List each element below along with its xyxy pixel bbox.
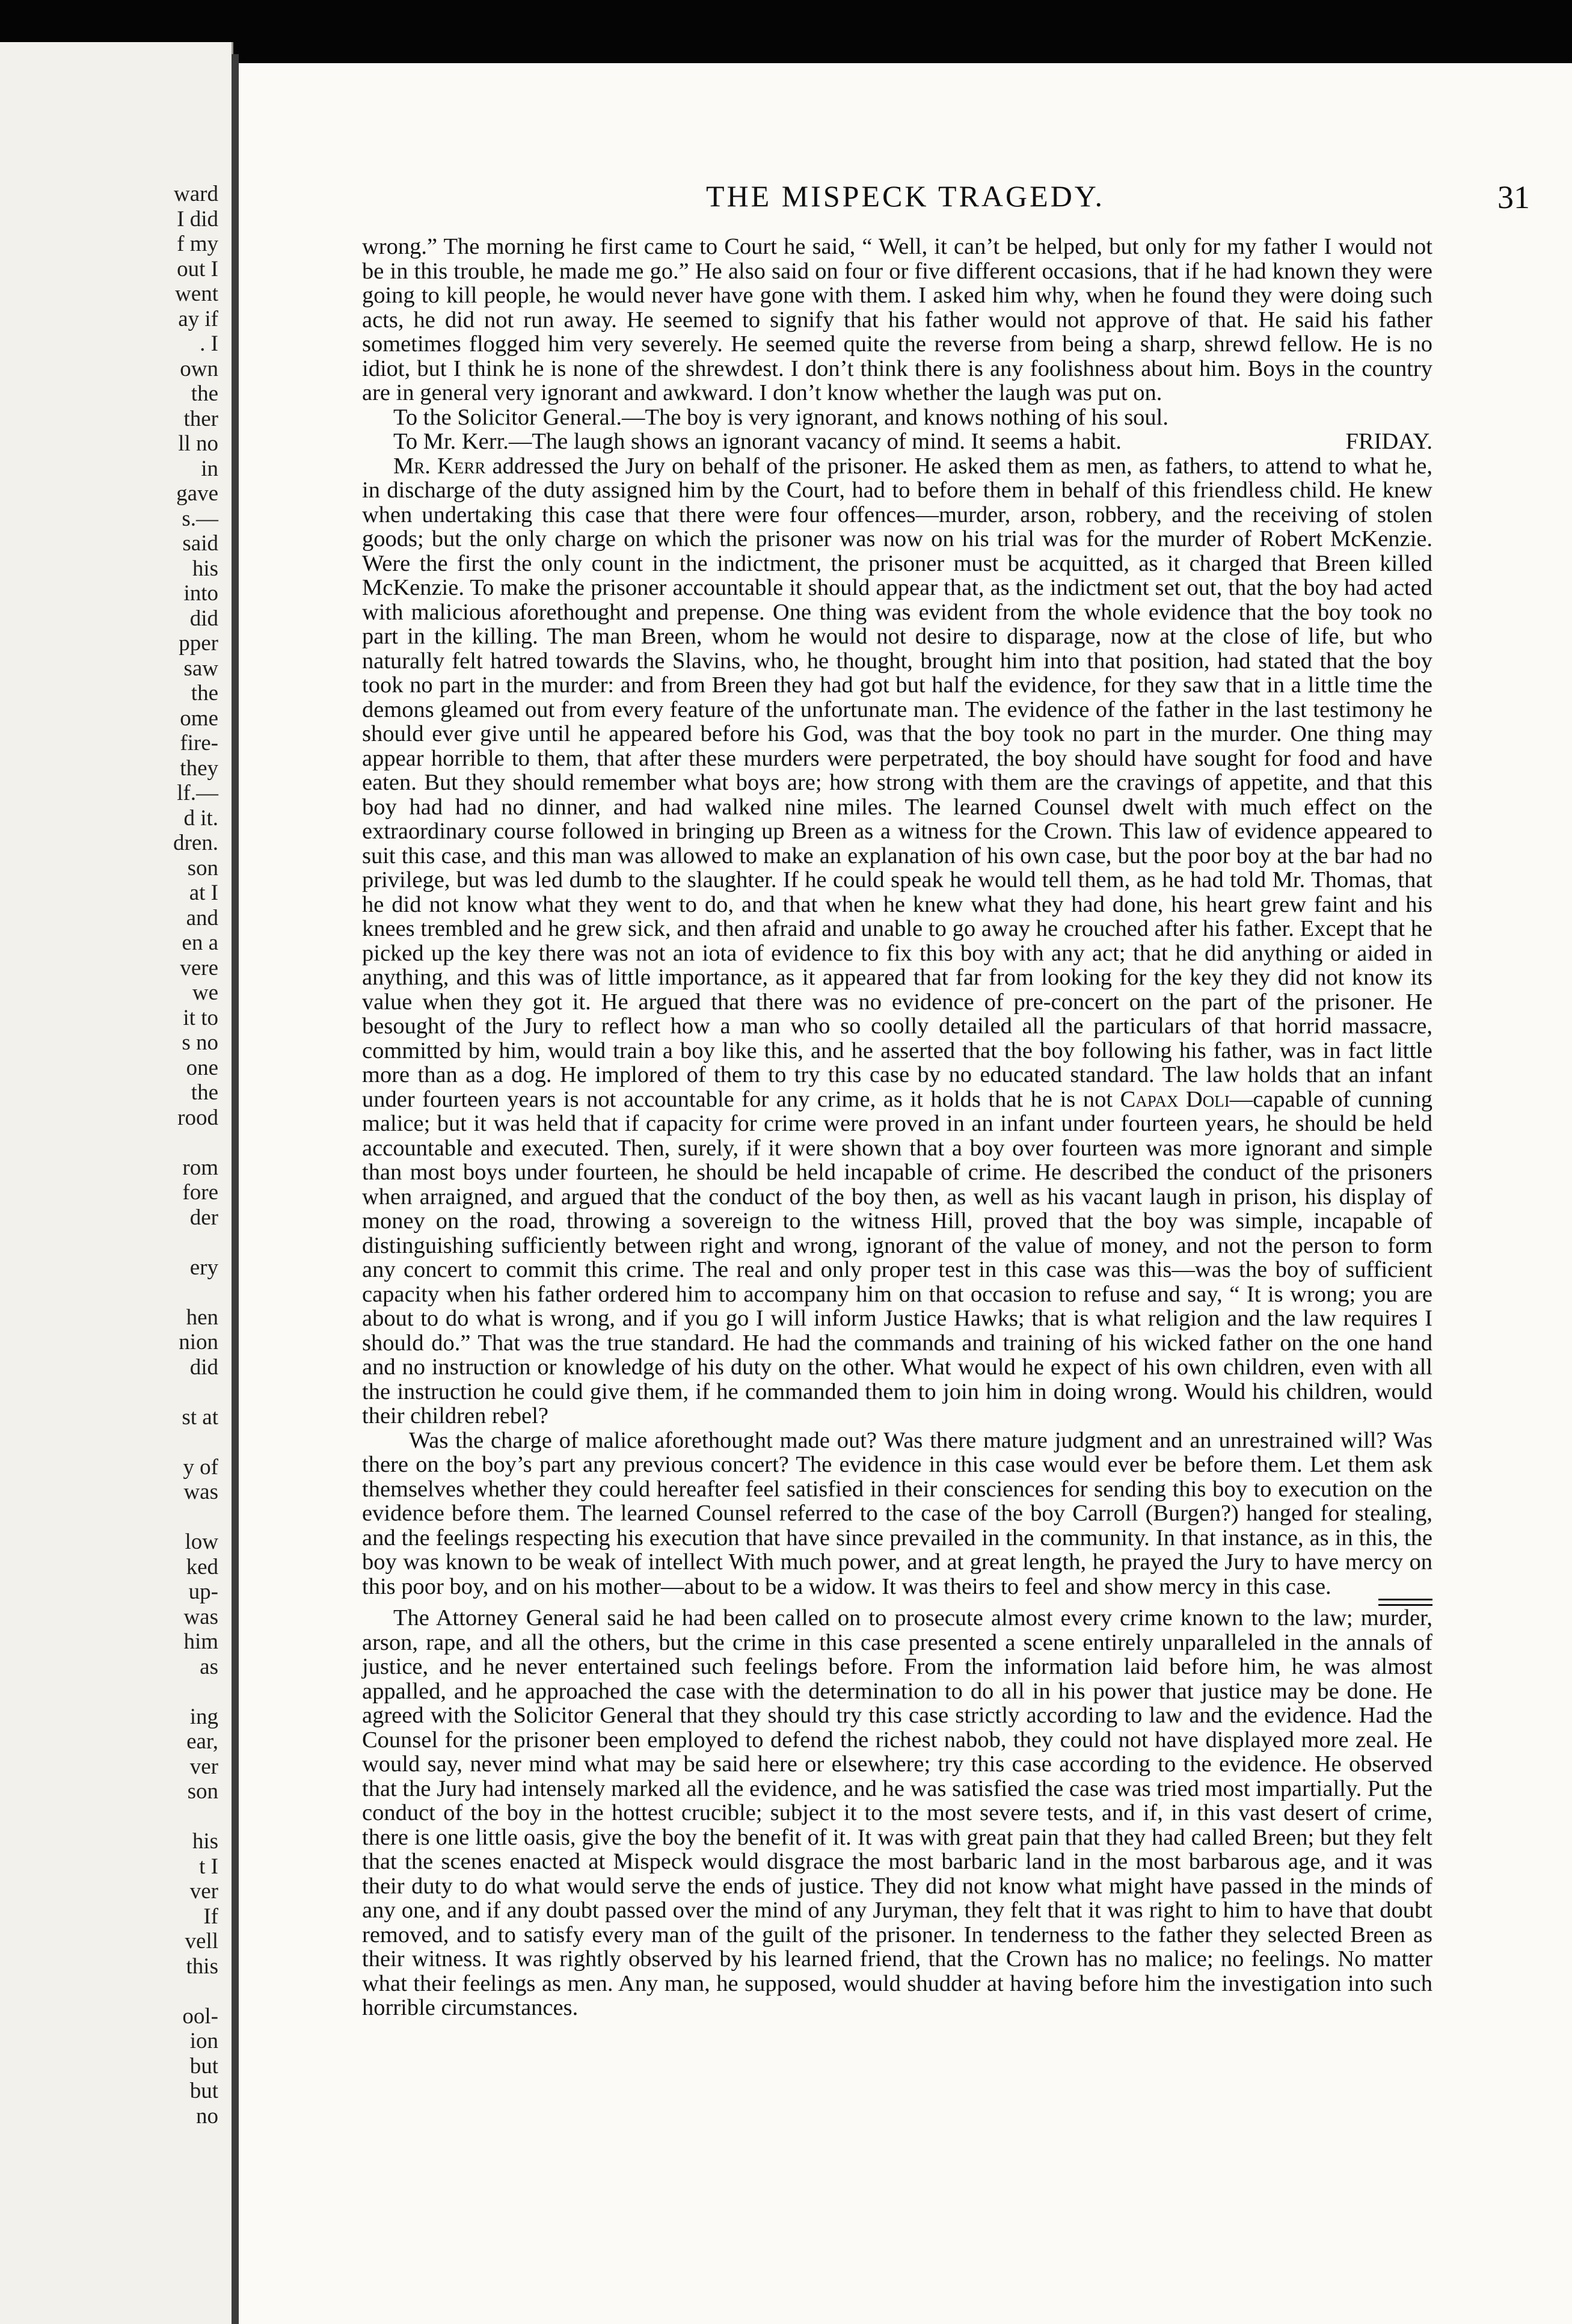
previous-page-fragment: ing [189,1704,218,1729]
previous-page-fragment: up- [188,1579,218,1604]
previous-page-fragment: ear, [186,1729,218,1754]
previous-page-fragment [173,1679,218,1705]
previous-page-fragment: en a [182,930,218,955]
previous-page-fragment: we [192,980,218,1005]
previous-page-fragment: him [183,1629,218,1654]
previous-page-fragment: saw [183,656,218,681]
previous-page-fragment: ion [189,2029,218,2053]
previous-page-fragment: ay if [178,306,218,331]
previous-page-fragment: ool- [182,2003,218,2029]
previous-page-fragment: one [186,1055,218,1080]
previous-page-fragment: said [182,531,218,556]
previous-page-fragment: gave [176,481,218,506]
previous-page-fragment: out I [177,256,218,281]
paragraph-solicitor-general: To the Solicitor General.—The boy is very ignorant, and knows nothing of his soul. [393,404,1168,430]
previous-page-fragment: ver [189,1879,218,1904]
previous-page-fragment: was [183,1604,218,1629]
previous-page-fragment: did [189,1354,218,1380]
previous-page-fragment: ome [180,706,218,731]
previous-page-fragment: as [200,1654,218,1679]
previous-page-fragment: son [187,855,218,881]
previous-page-fragment: and [186,905,218,930]
previous-page-fragment: s.— [182,506,218,531]
previous-page-fragment: ward [174,182,218,206]
previous-page-fragment: pper [179,631,218,656]
previous-page-fragment: dren. [173,831,218,855]
previous-page-fragment: vere [180,955,218,980]
speaker-name: Mr. Kerr [393,453,486,479]
previous-page-fragment: I did [177,206,218,232]
previous-page-fragment: son [187,1779,218,1804]
previous-page-fragment [173,1130,218,1155]
previous-page-fragment: it to [183,1005,218,1030]
previous-page-fragment: was [183,1480,218,1504]
previous-page-fragment: d it. [183,805,218,831]
kerr-address-tail: —capable of cunning malice; but it was held that if capacity for crime were proved in an infant under fourteen years, he should be held accountable and executed. Then, surely, if it were shown that a boy over fourteen was more ignorant and simple than most boys under fourteen, he should be held incapable of crime. He described the conduct of the prisoners when arraigned, and argued that the conduct of the boy then, as well as his vacant laugh in prison, his display of money on the road, throwing a sovereign to the witness Hill, proved that the boy was simple, incapable of distinguishing sufficiently between right and wrong, ignorant of the value of money, and not the person to form any concert to commit this crime. The real and only proper test in this case was this—was the boy of sufficient capacity when his father ordered him to accompany him on that occasion to refuse and say, “ It is wrong; you are about to do what is wrong, and if you go I will inform Justice Hawks; that is what religion and the law requires I should do.” That was the true standard. He had the commands and training of his wicked father on the one hand and no instruction or knowledge of his duty on the other. What would he expect of his own children, even with all the instruction he could give them, if he commanded them to join him in doing wrong. Would his children, would their children rebel? [362,1086,1433,1428]
capax-doli-term: Capax Doli [1120,1086,1230,1112]
previous-page-fragment [173,1430,218,1455]
previous-page-edge [0,42,233,2324]
previous-page-fragment: nion [179,1330,218,1354]
previous-page-fragment: If [203,1904,218,1929]
book-gutter [232,54,239,2324]
page-number: 31 [1497,179,1530,215]
kerr-address-text: addressed the Jury on behalf of the prisoner. He asked them as men, as fathers, to attend to what he, in discharge of the duty assigned him by the Court, had to before them in behalf of this friendless child. He knew when undertaking this case that there were four offences—murder, arson, robbery, and the receiving of stolen goods; but the only charge on which the prisoner was now on his trial was for the murder of Robert McKenzie. Were the first the only count in the indictment, the prisoner must be acquitted, as it charged that Breen killed McKenzie. To make the prisoner accountable it should appear that, as the indictment set out, that the boy had acted with malicious aforethought and prepense. One thing was evident from the whole evidence that the boy took no part in the killing. The man Breen, whom he would not desire to disparage, now at the close of life, but who naturally felt hatred towards the Slavins, who, he thought, brought him into that position, had stated that the boy took no part in the murder: and from Breen they had got but half the evidence, for they saw that in a little time the demons gleamed out from every feature of the unfortunate man. The evidence of the father in the last testimony he should ever give until he appeared before his God, was that the boy took no part in the murder. One thing may appear horrible to them, that after these murders were perpetrated, the boy should have sought for food and have eaten. But they should remember what boys are; how strong with them are the cravings of appetite, and that this boy had had no dinner, and had walked nine miles. The learned Counsel dwelt with much effect on the extraordinary course followed in bringing up Breen as a witness for the Crown. This law of evidence appeared to suit this case, and this man was allowed to make an explanation of his own case, but the poor boy at the bar had no privilege, but was led dumb to the slaughter. If he could speak he would tell them, as he had told Mr. Thomas, that he did not know what they went to do, and that when he knew what they had done, his heart grew faint and his knees trembled and he grew sick, and then afraid and unable to go away he crouched after his father. Except that he picked up the key there was not an iota of evidence to fix this boy with any act; that he did anything or aided in anything, and this was of little importance, as it appeared that far from looking for the key they did not know its value when they got it. He argued that there was no evidence of pre-concert on the part of the prisoner. He besought of the Jury to reflect how a man who so coolly detailed all the particulars of that horrid massacre, committed by him, would train a boy like this, and he asserted that the boy following his father, was in fact little more than as a dog. He implored of them to try this case by no educated standard. The law holds that an infant under fourteen years is not accountable for any crime, as it holds that he is not [362,453,1432,1112]
previous-page-fragment: his [192,556,218,581]
previous-page-fragment [173,1505,218,1530]
previous-page-fragment: into [183,581,218,606]
book-page [239,63,1572,2324]
previous-page-fragment: fore [182,1180,218,1205]
previous-page-fragment: low [185,1529,218,1554]
previous-page-fragment: ver [189,1754,218,1779]
previous-page-fragment: the [191,381,218,406]
previous-page-fragment: hen [186,1305,218,1330]
paragraph-testimony: wrong.” The morning he first came to Court he said, “ Well, it can’t be helped, but only for my father I would not be in this trouble, he made me go.” He also said on four or five different occasions, that if he had known they were going to kill people, he would never have gone with them. I asked him why, when he found they were doing such acts, he did not run away. He seemed to signify that his father would not approve of that. He said his father sometimes flogged him very severely. He seemed quite the reverse from being a sharp, shrewd fellow. He is no idiot, but I think he is none of the shrewdest. I don’t think there is any foolishness about him. Boys in the country are in general very ignorant and awkward. I don’t know whether the laugh was put on. [362,234,1432,405]
previous-page-line-fragments [173,182,218,2129]
previous-page-fragment: rom [182,1155,218,1180]
paragraph-kerr-address [362,454,1432,1428]
previous-page-fragment: lf.— [177,781,218,805]
paragraph-malice-question: Was the charge of malice aforethought made out? Was there mature judgment and an unrestrained will? Was there on the boy’s part any previous concert? The evidence in this case would ever be before them. Let them ask themselves whether they could hereafter feel satisfied in their consciences for sending this boy to execution on the evidence before them. The learned Counsel referred to the case of the boy Carroll (Burgen?) hanged for stealing, and the feelings respecting his execution that have since prevailed in the community. In that instance, as in this, the boy was known to be weak of intellect With much power, and at great length, he prayed the Jury to have mercy on this poor boy, and on his mother—about to be a widow. It was theirs to feel and show mercy in this case. [362,1427,1432,1599]
previous-page-fragment: vell [185,1929,218,1954]
body-text [362,235,1432,2020]
previous-page-fragment: went [175,281,218,306]
previous-page-fragment: t I [199,1854,218,1879]
paragraph-attorney-general: The Attorney General said he had been called on to prosecute almost every crime known to the law; murder, arson, rape, and all the others, but the crime in this case presented a scene entirely unparalleled in the annals of justice, and he never entertained such feelings before. From the information laid before him, he was almost appalled, and he approached the case with the determination to do all in his power that justice may be done. He agreed with the Solicitor General that they should try this case strictly according to law and the evidence. Had the Counsel for the prisoner been employed to defend the richest nabob, they could not have displayed more zeal. He would say, never mind what may be said here or elsewhere; try this case according to the evidence. He observed that the Jury had intensely marked all the evidence, and he was satisfied the case was tried most impartially. Put the conduct of the boy in the hottest crucible; subject it to the most severe tests, and if, in this vast desert of crime, there is one little oasis, give the boy the benefit of it. It was with great pain that they had called Breen; but they felt that the scenes enacted at Mispeck would disgrace the most barbaric land in the most barbarous age, and it was their duty to do what would serve the ends of justice. They did not know what might have passed in the minds of any one, and if any doubt passed over the mind of any Juryman, they felt that it was right to him to have that doubt removed, and to satisfy every man of the guilt of the prisoner. In tenderness to the father they selected Breen as their witness. It was rightly observed by his learned friend, that the Crown has no malice; no feelings. No matter what their feelings as men. Any man, he supposed, would shudder at having before him the investigation into such horrible circumstances. [362,1605,1432,2020]
previous-page-fragment [173,1979,218,2004]
previous-page-fragment: st at [182,1404,218,1430]
day-label: FRIDAY. [1345,429,1432,454]
previous-page-fragment: y of [183,1454,218,1480]
previous-page-fragment: ked [186,1554,218,1579]
previous-page-fragment: ll no [178,431,218,456]
previous-page-fragment [173,1380,218,1405]
paragraph-to-mr-kerr: To Mr. Kerr.—The laugh shows an ignorant vacancy of mind. It seems a habit. [393,429,1122,454]
previous-page-fragment: at I [189,881,218,905]
previous-page-fragment: his [192,1829,218,1854]
previous-page-fragment: in [201,456,218,481]
previous-page-fragment: the [191,1080,218,1105]
previous-page-fragment: but [189,2079,218,2103]
running-title: THE MISPECK TRAGEDY. [706,179,1105,213]
previous-page-fragment: f my [177,232,218,256]
previous-page-fragment: the [191,681,218,706]
previous-page-fragment: fire- [180,731,218,755]
previous-page-fragment: . I [200,331,218,356]
previous-page-fragment: ery [189,1255,218,1280]
previous-page-fragment: this [186,1954,218,1979]
previous-page-fragment: they [180,755,218,781]
previous-page-fragment [173,1804,218,1830]
previous-page-fragment: der [189,1205,218,1230]
previous-page-fragment: but [189,2053,218,2079]
previous-page-fragment: did [189,606,218,631]
previous-page-fragment: own [180,356,218,381]
previous-page-fragment: rood [177,1105,218,1130]
previous-page-fragment: s no [182,1030,218,1055]
previous-page-fragment [173,1230,218,1255]
previous-page-fragment: no [196,2103,218,2129]
previous-page-fragment: ther [183,406,218,431]
previous-page-fragment [173,1280,218,1305]
